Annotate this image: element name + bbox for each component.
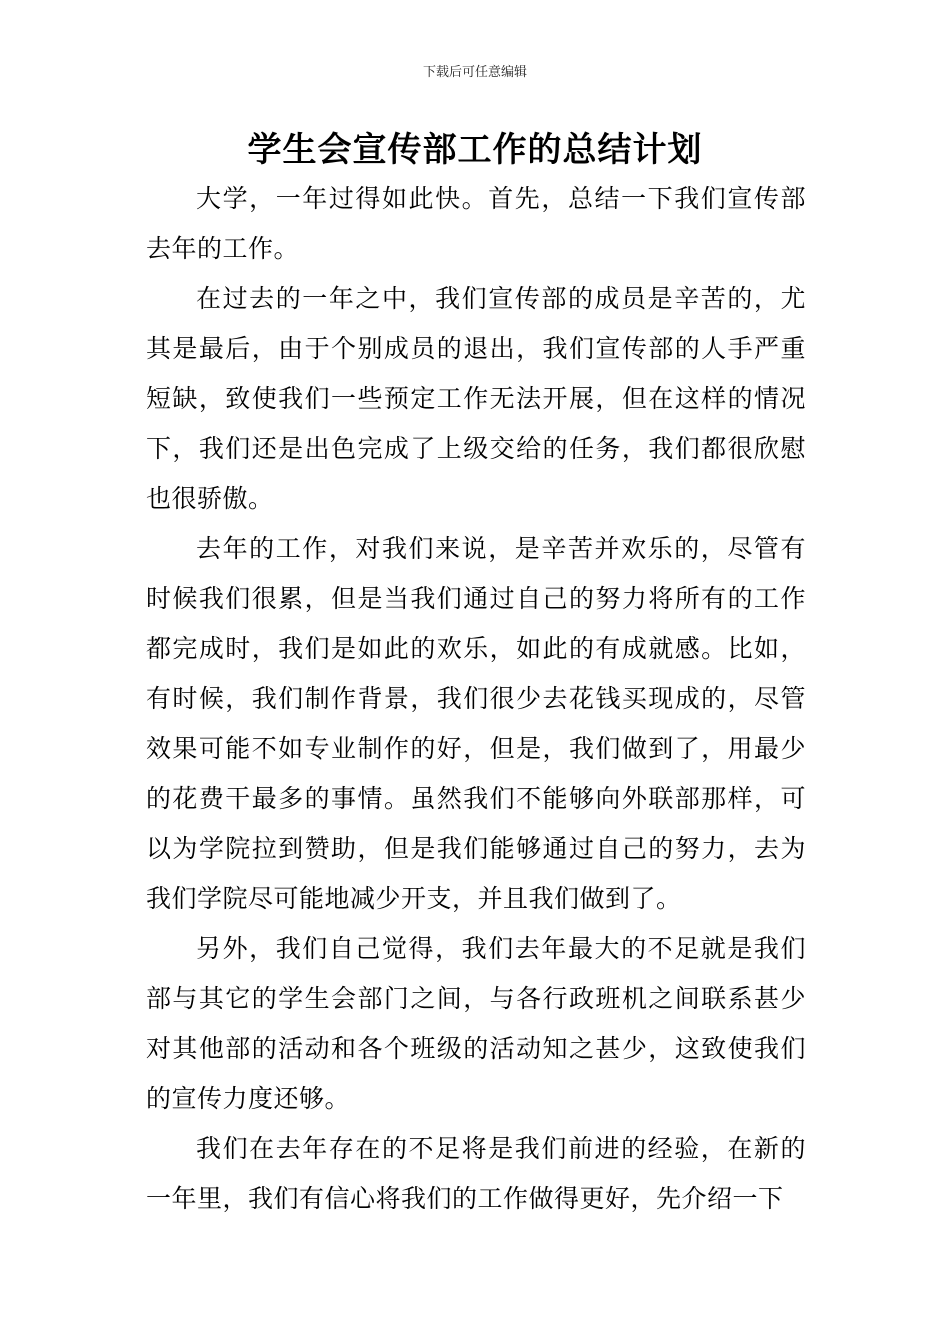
paragraph-3: 去年的工作，对我们来说，是辛苦并欢乐的，尽管有时候我们很累，但是当我们通过自己的努力将所有的工作都完成时，我们是如此的欢乐，如此的有成就感。比如，有时候，我们制作背景，我们很少去花钱买现成的，尽管效果可能不如专业制作的好，但是，我们做到了，用最少的花费干最多的事情。虽然我们不能够向外联部那样，可以为学院拉到赞助，但是我们能够通过自己的努力，去为我们学院尽可能地减少开支，并且我们做到了。 (146, 534, 806, 913)
header-note: 下载后可任意编辑 (422, 65, 527, 80)
paragraph-5: 我们在去年存在的不足将是我们前进的经验，在新的一年里，我们有信心将我们的工作做得更好，先介绍一下 (146, 1134, 806, 1213)
paragraph-1: 大学，一年过得如此快。首先，总结一下我们宣传部去年的工作。 (146, 184, 806, 263)
paragraph-4: 另外，我们自己觉得，我们去年最大的不足就是我们部与其它的学生会部门之间，与各行政班机之间联系甚少对其他部的活动和各个班级的活动知之甚少，这致使我们的宣传力度还够。 (146, 934, 806, 1113)
document-title: 学生会宣传部工作的总结计划 (247, 130, 703, 170)
paragraph-2: 在过去的一年之中，我们宣传部的成员是辛苦的，尤其是最后，由于个别成员的退出，我们宣传部的人手严重短缺，致使我们一些预定工作无法开展，但在这样的情况下，我们还是出色完成了上级交给的任务，我们都很欣慰也很骄傲。 (146, 284, 806, 513)
document-body (146, 174, 806, 1224)
